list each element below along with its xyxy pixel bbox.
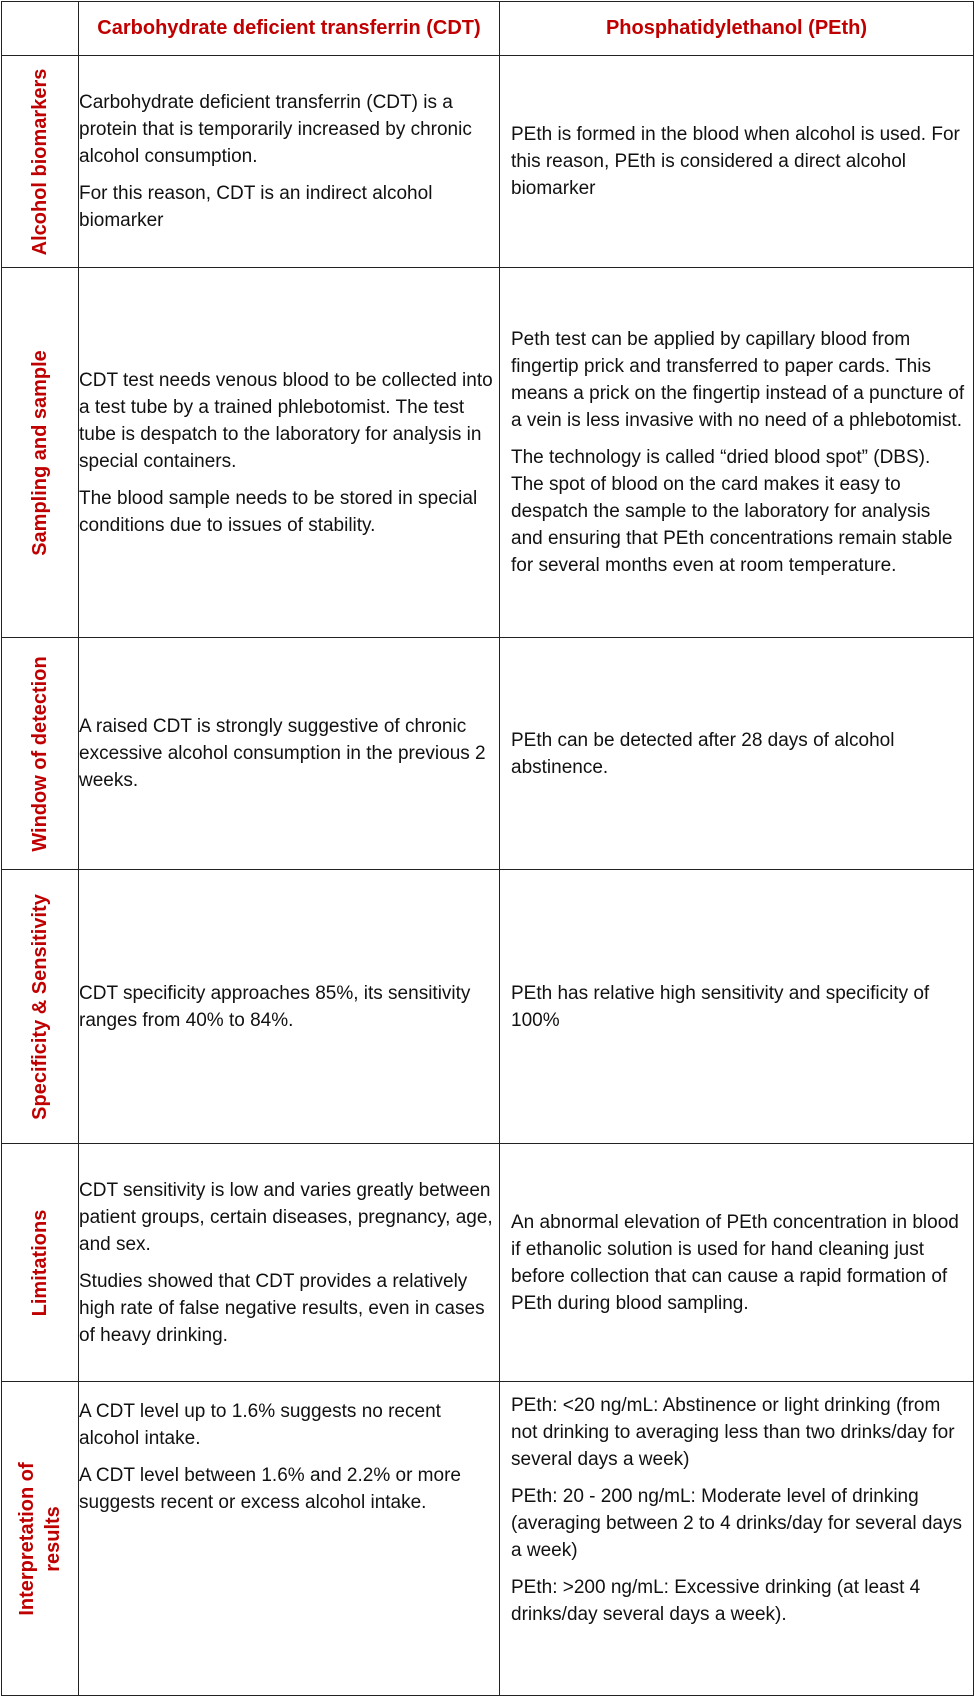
header-peth: Phosphatidylethanol (PEth) xyxy=(500,2,974,56)
peth-paragraph: PEth: <20 ng/mL: Abstinence or light drinking (from not drinking to averaging less than two drinks/day for several days a week) xyxy=(511,1395,955,1470)
cdt-paragraph: A CDT level between 1.6% and 2.2% or more suggests recent or excess alcohol intake. xyxy=(79,1465,461,1513)
peth-paragraph: Peth test can be applied by capillary blood from fingertip prick and transferred to paper cards. This means a prick on the fingertip instead of a puncture of a vein is less invasive with no need of a phlebotomist. xyxy=(511,329,965,431)
peth-cell xyxy=(500,56,974,268)
peth-paragraph: PEth: >200 ng/mL: Excessive drinking (at least 4 drinks/day several days a week). xyxy=(511,1577,921,1625)
header-empty-cell xyxy=(2,2,79,56)
row-label: Specificity & Sensitivity xyxy=(29,893,51,1120)
row-label: Alcohol biomarkers xyxy=(29,68,51,255)
row-window-of-detection xyxy=(2,638,974,870)
cdt-cell xyxy=(79,1382,500,1696)
row-sampling-and-sample xyxy=(2,268,974,638)
row-interpretation-of-results xyxy=(2,1382,974,1696)
cdt-cell xyxy=(79,56,500,268)
row-specificity-sensitivity xyxy=(2,870,974,1144)
cdt-cell xyxy=(79,268,500,638)
cdt-paragraph: A raised CDT is strongly suggestive of chronic excessive alcohol consumption in the previous 2 weeks. xyxy=(79,716,486,791)
cdt-paragraph: CDT specificity approaches 85%, its sensitivity ranges from 40% to 84%. xyxy=(79,982,471,1031)
row-label: Limitations xyxy=(29,1209,51,1316)
peth-paragraph: PEth has relative high sensitivity and specificity of 100% xyxy=(511,982,930,1031)
row-label-cell xyxy=(2,1144,79,1382)
header-row xyxy=(2,2,974,56)
peth-paragraph: PEth can be detected after 28 days of alcohol abstinence. xyxy=(511,729,895,778)
row-label-cell xyxy=(2,268,79,638)
cdt-cell xyxy=(79,638,500,870)
header-cdt: Carbohydrate deficient transferrin (CDT) xyxy=(79,2,500,56)
peth-paragraph: PEth: 20 - 200 ng/mL: Moderate level of drinking (averaging between 2 to 4 drinks/day for several days a week) xyxy=(511,1486,962,1561)
cdt-paragraph: A CDT level up to 1.6% suggests no recent alcohol intake. xyxy=(79,1401,441,1449)
cdt-paragraph: CDT test needs venous blood to be collected into a test tube by a trained phlebotomist. The test tube is despatch to the laboratory for analysis in special containers. xyxy=(79,369,493,472)
peth-paragraph: The technology is called “dried blood spot” (DBS). The spot of blood on the card makes it easy to despatch the sample to the laboratory for analysis and ensuring that PEth concentrations remain stable for several months even at room temperature. xyxy=(511,447,953,576)
cdt-paragraph: CDT sensitivity is low and varies greatly between patient groups, certain diseases, pregnancy, age, and sex. xyxy=(79,1179,493,1255)
peth-cell xyxy=(500,1144,974,1382)
peth-cell xyxy=(500,1382,974,1696)
row-label-cell xyxy=(2,870,79,1144)
row-label: Sampling and sample xyxy=(29,349,51,556)
row-alcohol-biomarkers xyxy=(2,56,974,268)
peth-cell xyxy=(500,870,974,1144)
peth-cell xyxy=(500,268,974,638)
comparison-table xyxy=(1,1,974,1696)
cdt-paragraph: For this reason, CDT is an indirect alcohol biomarker xyxy=(79,183,433,231)
row-limitations xyxy=(2,1144,974,1382)
row-label-cell xyxy=(2,638,79,870)
cdt-paragraph: The blood sample needs to be stored in special conditions due to issues of stability. xyxy=(79,487,478,536)
peth-cell xyxy=(500,638,974,870)
cdt-cell xyxy=(79,870,500,1144)
peth-paragraph: PEth is formed in the blood when alcohol is used. For this reason, PEth is considered a direct alcohol biomarker xyxy=(511,124,960,199)
peth-paragraph: An abnormal elevation of PEth concentration in blood if ethanolic solution is used for hand cleaning just before collection that can cause a rapid formation of PEth during blood sampling. xyxy=(511,1211,959,1314)
row-label: Window of detection xyxy=(29,655,51,852)
cdt-paragraph: Studies showed that CDT provides a relatively high rate of false negative results, even in cases of heavy drinking. xyxy=(79,1270,485,1346)
cdt-paragraph: Carbohydrate deficient transferrin (CDT) is a protein that is temporarily increased by chronic alcohol consumption. xyxy=(79,92,472,167)
cdt-cell xyxy=(79,1144,500,1382)
row-label: Interpretation of results xyxy=(16,1461,64,1616)
row-label-cell xyxy=(2,1382,79,1696)
row-label-cell xyxy=(2,56,79,268)
